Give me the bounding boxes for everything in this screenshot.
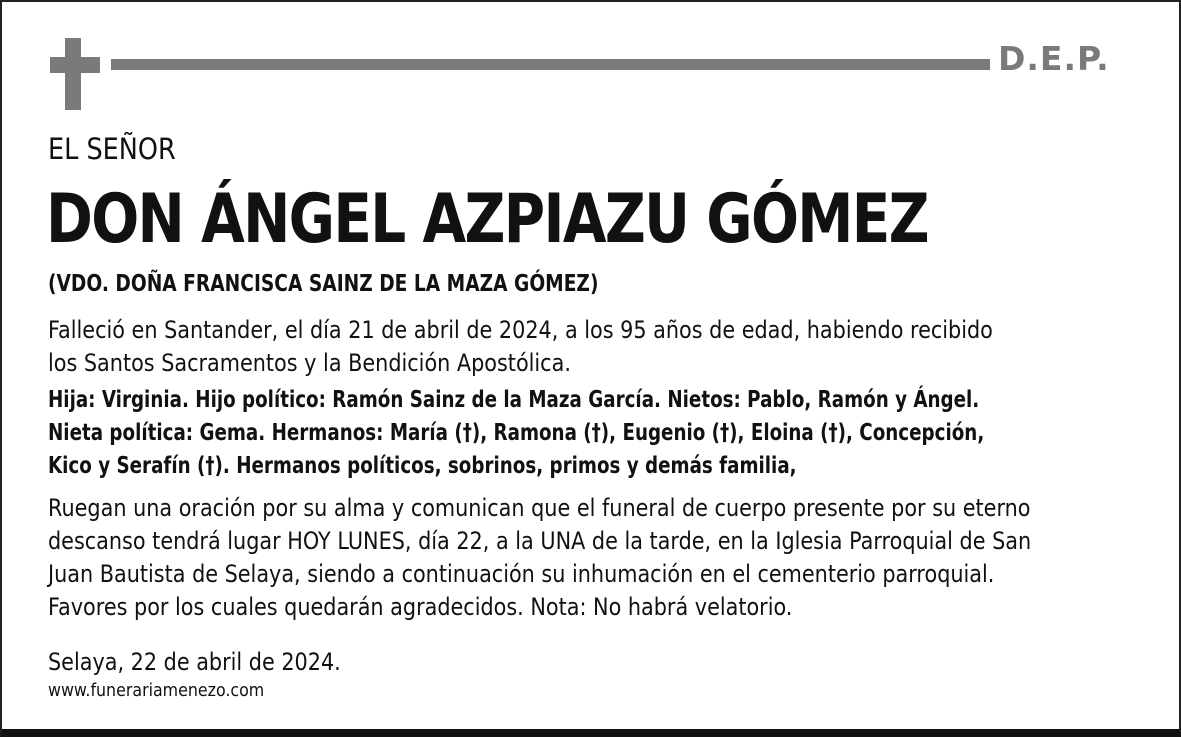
funeral-line: Ruegan una oración por su alma y comunican que el funeral de cuerpo presente por su eterno [48,494,1031,522]
dep-label: D.E.P. [998,39,1110,78]
deceased-name: DON ÁNGEL AZPIAZU GÓMEZ [46,180,928,259]
funeral-paragraph [48,492,1031,624]
funeral-line: descanso tendrá lugar HOY LUNES, día 22, a la UNA de la tarde, en la Iglesia Parroquial de San [48,527,1032,555]
family-line: Nieta política: Gema. Hermanos: María (†), Ramona (†), Eugenio (†), Eloina (†), Concepción, [48,420,985,446]
intro-title: EL SEÑOR [48,132,176,166]
widow-of-line: (VDO. DOÑA FRANCISCA SAINZ DE LA MAZA GÓMEZ) [48,271,599,297]
death-paragraph [48,314,993,380]
family-line: Kico y Serafín (†). Hermanos políticos, sobrinos, primos y demás familia, [48,453,797,479]
website-link[interactable]: www.funerariamenezo.com [48,680,265,701]
header-rule [111,59,990,70]
death-line: los Santos Sacramentos y la Bendición Apostólica. [48,349,571,377]
death-line: Falleció en Santander, el día 21 de abril de 2024, a los 95 años de edad, habiendo recibido [48,316,993,344]
funeral-line: Juan Bautista de Selaya, siendo a continuación su inhumación en el cementerio parroquial. [48,560,995,588]
cross-icon-bar [50,57,100,73]
place-date: Selaya, 22 de abril de 2024. [48,648,341,676]
funeral-line: Favores por los cuales quedarán agradecidos. Nota: No habrá velatorio. [48,593,793,621]
family-paragraph [48,384,984,483]
cross-icon [65,38,81,110]
family-line: Hija: Virginia. Hijo político: Ramón Sainz de la Maza García. Nietos: Pablo, Ramón y Ángel. [48,387,980,413]
